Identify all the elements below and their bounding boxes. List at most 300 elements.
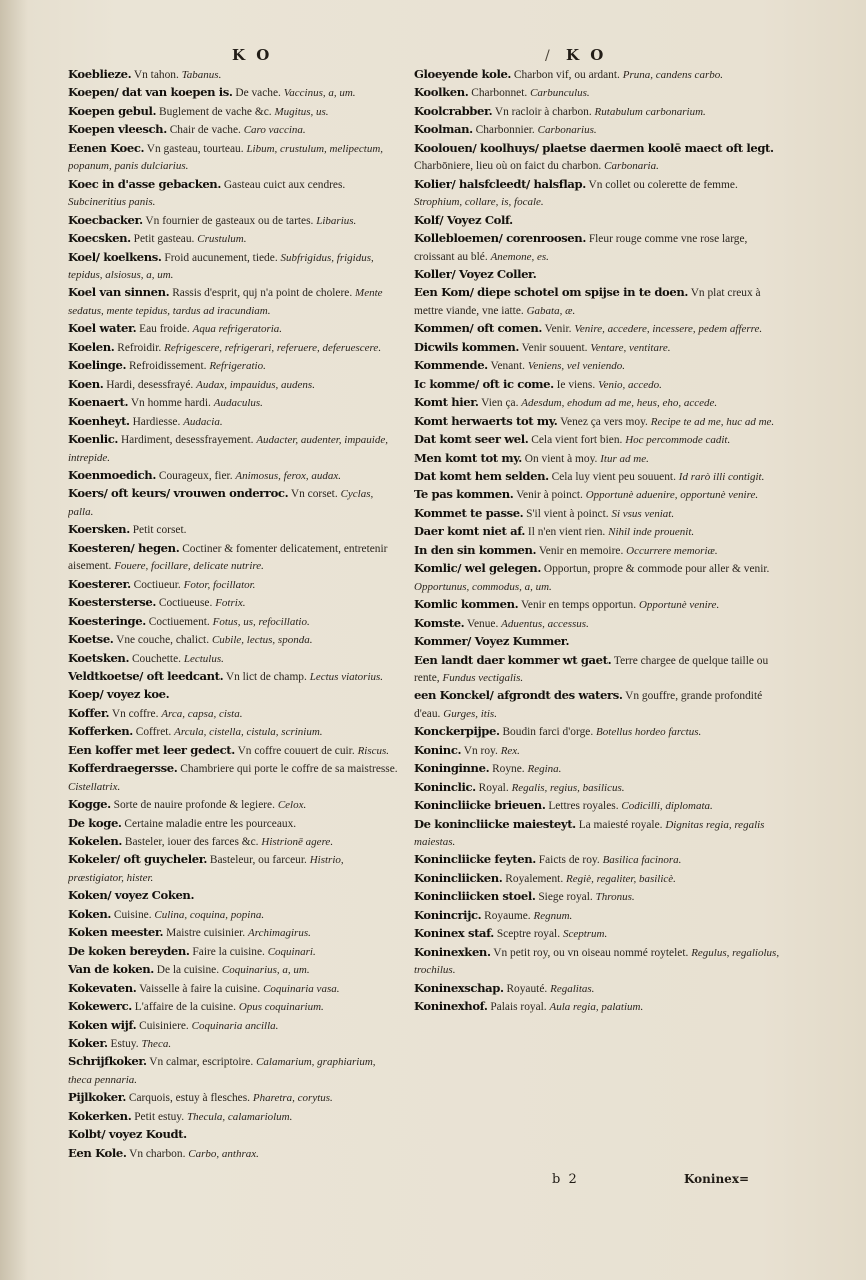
headword: Kolf/ Voyez Colf. — [414, 212, 513, 227]
dictionary-entry — [414, 394, 786, 412]
dictionary-entry — [68, 1126, 398, 1144]
french-gloss: Estuy. — [110, 1038, 139, 1051]
dictionary-entry — [68, 84, 398, 102]
headword: Koken/ voyez Coken. — [68, 888, 195, 903]
dictionary-entry — [68, 230, 398, 248]
dictionary-entry — [68, 376, 398, 394]
headword: Koolouen/ koolhuys/ plaetse daermen koolē maect oft legt. — [414, 140, 774, 155]
latin-gloss: Refrigeratio. — [209, 360, 266, 373]
dictionary-entry — [68, 1017, 398, 1035]
dictionary-entry — [414, 66, 786, 84]
french-gloss: Basteler, iouer des farces &c. — [124, 836, 259, 849]
latin-gloss: Fouere, focillare, delicate nutrire. — [114, 560, 264, 573]
headword: Dat komt seer wel. — [414, 432, 529, 447]
latin-gloss: Opportunè aduenire, opportunè venire. — [585, 489, 759, 502]
latin-gloss: Animosus, ferox, audax. — [235, 469, 342, 482]
latin-gloss: Venio, accedo. — [598, 378, 662, 391]
french-gloss: Venir en temps opportun. — [520, 599, 637, 612]
french-gloss: Cela vient fort bien. — [531, 434, 623, 447]
latin-gloss: Celox. — [277, 799, 307, 812]
dictionary-entry — [414, 944, 786, 980]
french-gloss: Coctiuement. — [148, 615, 210, 628]
french-gloss: Vn gouffre, grande profondité d'eau. — [414, 690, 763, 720]
dictionary-entry — [414, 633, 786, 651]
headword: De konincliicke maiesteyt. — [414, 816, 576, 831]
french-gloss: Royal. — [478, 781, 509, 794]
latin-gloss: Carbunculus. — [530, 87, 590, 100]
latin-gloss: Thecula, calamariolum. — [186, 1110, 293, 1123]
headword: Een Kom/ diepe schotel om spijse in te doen. — [414, 285, 689, 300]
headword: Koel water. — [68, 321, 137, 336]
dictionary-entry — [414, 468, 786, 486]
headword: Kollebloemen/ corenroosen. — [414, 231, 586, 246]
latin-gloss: Fotus, us, refocillatio. — [212, 615, 310, 628]
headword: Kokewerc. — [68, 999, 132, 1014]
latin-gloss: Opportunus, commodus, a, um. — [414, 580, 552, 593]
headword: Koninexhof. — [414, 999, 488, 1014]
headword: Kokerken. — [68, 1108, 132, 1123]
dictionary-entry — [68, 66, 398, 84]
headword: Koelinge. — [68, 358, 127, 373]
french-gloss: De la cuisine. — [156, 964, 220, 977]
latin-gloss: Mente sedatus, mente tepidus, tardus ad iracundiam. — [68, 287, 383, 317]
latin-gloss: Cyclas, palla. — [68, 488, 374, 518]
latin-gloss: Ventare, ventitare. — [590, 341, 671, 354]
headword: Koninexken. — [414, 944, 491, 959]
latin-gloss: Codicilli, diplomata. — [621, 800, 713, 813]
headword: Komlic/ wel gelegen. — [414, 561, 541, 576]
latin-gloss: Fotrix. — [215, 597, 246, 610]
latin-gloss: Carbonarius. — [537, 124, 597, 137]
headword: Konincliicken stoel. — [414, 889, 536, 904]
latin-gloss: Gabata, æ. — [526, 304, 576, 317]
headword: Koker. — [68, 1036, 108, 1051]
latin-gloss: Adesdum, ehodum ad me, heus, eho, accede. — [521, 397, 718, 410]
headword: Koesteringe. — [68, 613, 146, 628]
dictionary-entry — [414, 103, 786, 121]
latin-gloss: Lectus viatorius. — [309, 670, 384, 683]
latin-gloss: Regalitas. — [550, 982, 595, 995]
dictionary-entry — [414, 816, 786, 852]
dictionary-entry — [414, 284, 786, 320]
headword: Kolbt/ voyez Koudt. — [68, 1127, 187, 1142]
latin-gloss: Veniens, vel veniendo. — [527, 360, 625, 373]
headword: Koecbacker. — [68, 212, 143, 227]
french-gloss: Venir. — [544, 323, 572, 336]
headword: Koller/ Voyez Coller. — [414, 266, 537, 281]
french-gloss: Refroidissement. — [128, 360, 207, 373]
latin-gloss: Dignitas regia, regalis maiestas. — [414, 818, 765, 849]
dictionary-entry — [414, 925, 786, 943]
headword: Koninc. — [414, 742, 462, 757]
dictionary-entry — [68, 103, 398, 121]
headword: Koninginne. — [414, 761, 490, 776]
dictionary-entry — [414, 486, 786, 504]
dictionary-entry — [414, 84, 786, 102]
headword: Koestersterse. — [68, 595, 157, 610]
headword: Koolken. — [414, 85, 469, 100]
latin-gloss: Mugitus, us. — [274, 105, 329, 118]
latin-gloss: Aula regia, palatium. — [549, 1001, 644, 1014]
french-gloss: Refroidir. — [117, 341, 162, 354]
headword: Konincrijc. — [414, 907, 482, 922]
french-gloss: Coffret. — [135, 726, 172, 739]
signature-mark: b 2 — [552, 1172, 579, 1187]
french-gloss: Vn coffre couuert de cuir. — [237, 744, 355, 757]
dictionary-entry — [68, 320, 398, 338]
dictionary-entry — [414, 121, 786, 139]
dictionary-entry — [68, 576, 398, 594]
latin-gloss: Fundus vectigalis. — [442, 671, 524, 684]
french-gloss: Buglement de vache &c. — [159, 105, 272, 118]
headword: Kogge. — [68, 797, 111, 812]
french-gloss: Petit corset. — [132, 524, 187, 537]
dictionary-entry — [68, 413, 398, 431]
french-gloss: Opportun, propre & commode pour aller & venir. — [543, 563, 770, 576]
headword: Koepen/ dat van koepen is. — [68, 85, 233, 100]
dictionary-entry — [68, 796, 398, 814]
french-gloss: Coctiueuse. — [158, 597, 213, 610]
french-gloss: Vn petit roy, ou vn oiseau nommé roytelet. — [493, 946, 689, 959]
headword: Koenlic. — [68, 432, 119, 447]
dictionary-entry — [414, 652, 786, 688]
headword: Koolcrabber. — [414, 103, 493, 118]
headword: Koeblieze. — [68, 67, 132, 81]
dictionary-entry — [68, 686, 398, 704]
french-gloss: Venir souuent. — [521, 341, 588, 354]
latin-gloss: Opus coquinarium. — [238, 1001, 324, 1014]
french-gloss: Siege royal. — [538, 891, 593, 904]
dictionary-entry — [68, 705, 398, 723]
latin-gloss: Coquinari. — [267, 945, 316, 958]
headword: Konincliicke feyten. — [414, 852, 536, 867]
french-gloss: Petit estuy. — [134, 1110, 185, 1123]
french-gloss: Royalement. — [505, 872, 564, 885]
french-gloss: Venir à poinct. — [516, 489, 583, 502]
latin-gloss: Nihil inde prouenit. — [608, 526, 695, 539]
headword: Kofferken. — [68, 724, 133, 739]
latin-gloss: Sceptrum. — [562, 928, 608, 941]
latin-gloss: Rutabulum carbonarium. — [594, 105, 706, 118]
headword: Kokeler/ oft guycheler. — [68, 852, 208, 867]
french-gloss: Faire la cuisine. — [192, 945, 265, 958]
french-gloss: Vn calmar, escriptoire. — [149, 1056, 254, 1069]
dictionary-entry — [414, 870, 786, 888]
latin-gloss: Pharetra, corytus. — [252, 1092, 333, 1105]
latin-gloss: Venire, accedere, incessere, pedem afferre. — [574, 323, 763, 336]
headword: Koken wijf. — [68, 1017, 137, 1032]
latin-gloss: Audacia. — [183, 415, 223, 428]
headword: Een Kole. — [68, 1145, 127, 1160]
dictionary-entry — [68, 1145, 398, 1163]
french-gloss: Certaine maladie entre les pourceaux. — [124, 817, 297, 830]
latin-gloss: Calamarium, graphiarium, theca pennaria. — [68, 1056, 376, 1086]
french-gloss: Coctiner & fomenter delicatement, entretenir aisement. — [68, 542, 388, 573]
headword: Koel van sinnen. — [68, 285, 170, 300]
latin-gloss: Aqua refrigeratoria. — [192, 323, 283, 336]
dictionary-entry — [414, 797, 786, 815]
latin-gloss: Coquinaria ancilla. — [191, 1019, 279, 1032]
latin-gloss: Histrio, præstigiator, hister. — [68, 854, 344, 884]
french-gloss: Venue. — [466, 617, 499, 630]
right-running-header: K O — [566, 46, 607, 64]
latin-gloss: Si vsus veniat. — [611, 507, 675, 520]
left-running-header: K O — [232, 46, 273, 64]
french-gloss: Vaisselle à faire la cuisine. — [139, 982, 261, 995]
dictionary-entry — [68, 980, 398, 998]
latin-gloss: Id rarò illi contigit. — [678, 470, 765, 483]
dictionary-entry — [68, 723, 398, 741]
headword: Koepen vleesch. — [68, 122, 167, 137]
latin-gloss: Opportunè venire. — [638, 599, 720, 612]
latin-gloss: Aduentus, accessus. — [501, 617, 589, 630]
dictionary-entry — [68, 998, 398, 1016]
headword: Komt herwaerts tot my. — [414, 413, 558, 428]
dictionary-entry — [414, 542, 786, 560]
latin-gloss: Hoc percommode cadit. — [625, 434, 731, 447]
dictionary-entry — [68, 176, 398, 212]
dictionary-entry — [414, 851, 786, 869]
latin-gloss: Regalis, regius, basilicus. — [511, 781, 625, 794]
headword: Koep/ voyez koe. — [68, 687, 170, 702]
dictionary-entry — [68, 961, 398, 979]
headword: Kommet te passe. — [414, 505, 524, 520]
french-gloss: La maiesté royale. — [578, 818, 663, 831]
french-gloss: Courageux, fier. — [158, 469, 233, 482]
dictionary-entry — [68, 742, 398, 760]
dictionary-entry — [68, 485, 398, 521]
french-gloss: Vn plat creux à mettre viande, vne iatte. — [414, 287, 761, 317]
french-gloss: Carquois, estuy à flesches. — [128, 1092, 250, 1105]
headword: Gloeyende kole. — [414, 67, 512, 81]
french-gloss: Vn coffre. — [111, 707, 159, 720]
dictionary-entry — [68, 1108, 398, 1126]
french-gloss: On vient à moy. — [524, 452, 598, 465]
headword: Koecsken. — [68, 231, 131, 246]
french-gloss: L'affaire de la cuisine. — [134, 1001, 236, 1014]
dictionary-entry — [414, 687, 786, 723]
dictionary-entry — [414, 907, 786, 925]
latin-gloss: Libum, crustulum, melipectum, popanum, panis dulciarius. — [68, 142, 384, 173]
dictionary-entry — [414, 998, 786, 1016]
dictionary-entry — [68, 668, 398, 686]
dictionary-entry — [414, 779, 786, 797]
latin-gloss: Strophium, collare, is, focale. — [414, 196, 544, 209]
dictionary-entry — [68, 521, 398, 539]
headword: Koen. — [68, 376, 104, 391]
french-gloss: Sceptre royal. — [496, 928, 561, 941]
dictionary-entry — [414, 376, 786, 394]
french-gloss: Venez ça vers moy. — [560, 415, 648, 428]
dictionary-entry — [68, 650, 398, 668]
latin-gloss: Occurrere memoriæ. — [626, 544, 718, 557]
headword: De koge. — [68, 815, 122, 830]
headword: Kokevaten. — [68, 980, 137, 995]
dictionary-entry — [68, 833, 398, 851]
dictionary-entry — [68, 431, 398, 467]
latin-gloss: Theca. — [141, 1038, 172, 1051]
french-gloss: S'il vient à poinct. — [526, 507, 609, 520]
french-gloss: Vn fournier de gasteaux ou de tartes. — [145, 214, 314, 227]
latin-gloss: Audacter, audenter, impauide, intrepide. — [68, 434, 389, 464]
headword: Koninclic. — [414, 779, 476, 794]
latin-gloss: Recipe te ad me, huc ad me. — [650, 415, 775, 428]
french-gloss: Lettres royales. — [548, 800, 619, 813]
latin-gloss: Fotor, focillator. — [183, 578, 256, 591]
latin-gloss: Refrigescere, refrigerari, referuere, deferuescere. — [164, 341, 382, 354]
latin-gloss: Vaccinus, a, um. — [283, 87, 356, 100]
french-gloss: Terre chargee de quelque taille ou rente, — [414, 654, 769, 684]
dictionary-entry — [68, 140, 398, 176]
latin-gloss: Archimagirus. — [248, 927, 311, 940]
dictionary-entry — [414, 742, 786, 760]
french-gloss: Vn charbon. — [129, 1147, 186, 1160]
headword: Konincliicken. — [414, 870, 503, 885]
headword: Koers/ oft keurs/ vrouwen onderroc. — [68, 486, 289, 501]
french-gloss: Royaume. — [484, 909, 531, 922]
latin-gloss: Cubile, lectus, sponda. — [211, 634, 313, 647]
dictionary-entry — [68, 394, 398, 412]
latin-gloss: Anemone, es. — [490, 250, 549, 263]
headword: In den sin kommen. — [414, 542, 537, 557]
dictionary-entry — [414, 320, 786, 338]
headword: Dat komt hem selden. — [414, 468, 549, 483]
headword: Komste. — [414, 615, 465, 630]
dictionary-entry — [68, 943, 398, 961]
latin-gloss: Arcula, cistella, cistula, scrinium. — [174, 726, 323, 739]
latin-gloss: Botellus hordeo farctus. — [596, 726, 702, 739]
headword: Kofferdraegersse. — [68, 761, 178, 776]
latin-gloss: Culina, coquina, popina. — [154, 908, 265, 921]
dictionary-entry — [414, 760, 786, 778]
headword: Koesteren/ hegen. — [68, 540, 180, 555]
french-gloss: Vn corset. — [290, 488, 338, 501]
dictionary-entry — [68, 1035, 398, 1053]
headword: Schrijfkoker. — [68, 1054, 147, 1069]
headword: De koken bereyden. — [68, 943, 190, 958]
french-gloss: Vn collet ou colerette de femme. — [588, 178, 738, 191]
latin-gloss: Pruna, candens carbo. — [622, 69, 723, 81]
dictionary-entry — [68, 613, 398, 631]
headword: Een landt daer kommer wt gaet. — [414, 652, 612, 667]
french-gloss: Eau froide. — [139, 323, 190, 336]
latin-gloss: Itur ad me. — [600, 452, 649, 465]
french-gloss: Vne couche, chalict. — [116, 634, 210, 647]
french-gloss: Charbon vif, ou ardant. — [513, 69, 620, 81]
french-gloss: Il n'en vient rien. — [527, 526, 606, 539]
headword: Koelen. — [68, 339, 115, 354]
french-gloss: Vn gasteau, tourteau. — [146, 142, 244, 155]
dictionary-entry — [414, 596, 786, 614]
headword: Koec in d'asse gebacken. — [68, 176, 221, 191]
headword: Kokelen. — [68, 834, 123, 849]
french-gloss: Maistre cuisinier. — [166, 927, 246, 940]
dictionary-entry — [414, 357, 786, 375]
french-gloss: Palais royal. — [490, 1001, 547, 1014]
french-gloss: Froid aucunement, tiede. — [164, 251, 278, 264]
french-gloss: Charbōniere, lieu où on faict du charbon. — [414, 160, 602, 173]
french-gloss: Chair de vache. — [169, 124, 241, 137]
dictionary-entry — [68, 284, 398, 320]
latin-gloss: Audax, impauidus, audens. — [196, 378, 315, 391]
headword: Komlic kommen. — [414, 597, 519, 612]
dictionary-entry — [414, 266, 786, 284]
latin-gloss: Regulus, regaliolus, trochilus. — [414, 946, 780, 977]
running-headers — [0, 46, 866, 66]
dictionary-entry — [414, 723, 786, 741]
dictionary-entry — [68, 249, 398, 285]
latin-gloss: Regiè, regaliter, basilicè. — [566, 872, 676, 885]
french-gloss: Chambriere qui porte le coffre de sa maistresse. — [180, 763, 398, 776]
latin-gloss: Libarius. — [316, 214, 357, 227]
headword: Koel/ koelkens. — [68, 249, 162, 264]
french-gloss: Couchette. — [131, 652, 181, 665]
headword: een Konckel/ afgrondt des waters. — [414, 688, 623, 703]
dictionary-entry — [68, 924, 398, 942]
french-gloss: De vache. — [235, 87, 281, 100]
french-gloss: Charbonnier. — [475, 124, 535, 137]
french-gloss: Faicts de roy. — [538, 854, 600, 867]
latin-gloss: Subfrigidus, frigidus, tepidus, alsiosus, a, um. — [68, 251, 374, 281]
headword: Pijlkoker. — [68, 1090, 126, 1105]
latin-gloss: Audaculus. — [213, 397, 263, 410]
french-gloss: Charbonnet. — [471, 87, 528, 100]
french-gloss: Ie viens. — [556, 378, 596, 391]
headword: Koenmoedich. — [68, 467, 156, 482]
headword: Komt hier. — [414, 395, 479, 410]
french-gloss: Cuisiniere. — [139, 1019, 189, 1032]
dictionary-entry — [414, 980, 786, 998]
headword: Koninexschap. — [414, 980, 504, 995]
dictionary-entry — [414, 505, 786, 523]
dictionary-entry — [414, 339, 786, 357]
dictionary-entry — [68, 1089, 398, 1107]
headword: Van de koken. — [68, 962, 154, 977]
dictionary-entry — [414, 140, 786, 176]
french-gloss: Royne. — [492, 763, 525, 776]
catchword: Koninex= — [684, 1172, 750, 1186]
latin-gloss: Arca, capsa, cista. — [161, 707, 243, 720]
headword: Dicwils kommen. — [414, 339, 520, 354]
left-column — [68, 66, 398, 1163]
latin-gloss: Caro vaccina. — [243, 124, 306, 137]
dictionary-entry — [414, 560, 786, 596]
latin-gloss: Regina. — [527, 763, 562, 776]
headword: Konincliicke brieuen. — [414, 798, 546, 813]
latin-gloss: Regnum. — [533, 909, 573, 922]
dictionary-entry — [68, 540, 398, 576]
french-gloss: Vn racloir à charbon. — [494, 105, 592, 118]
headword: Eenen Koec. — [68, 140, 145, 155]
headword: Koetsken. — [68, 650, 130, 665]
latin-gloss: Cistellatrix. — [68, 780, 121, 793]
latin-gloss: Coquinaria vasa. — [263, 982, 340, 995]
headword: Koken meester. — [68, 925, 164, 940]
latin-gloss: Tabanus. — [181, 69, 222, 81]
dictionary-entry — [414, 230, 786, 266]
headword: Daer komt niet af. — [414, 524, 526, 539]
headword: Koersken. — [68, 522, 130, 537]
dictionary-entry — [68, 851, 398, 887]
dictionary-entry — [68, 594, 398, 612]
latin-gloss: Gurges, itis. — [443, 707, 497, 720]
headword: Kommende. — [414, 358, 488, 373]
latin-gloss: Crustulum. — [197, 233, 247, 246]
french-gloss: Coctiueur. — [133, 578, 181, 591]
headword: Konckerpijpe. — [414, 724, 500, 739]
french-gloss: Vn lict de champ. — [225, 670, 307, 683]
french-gloss: Rassis d'esprit, quj n'a point de cholere. — [172, 287, 353, 300]
